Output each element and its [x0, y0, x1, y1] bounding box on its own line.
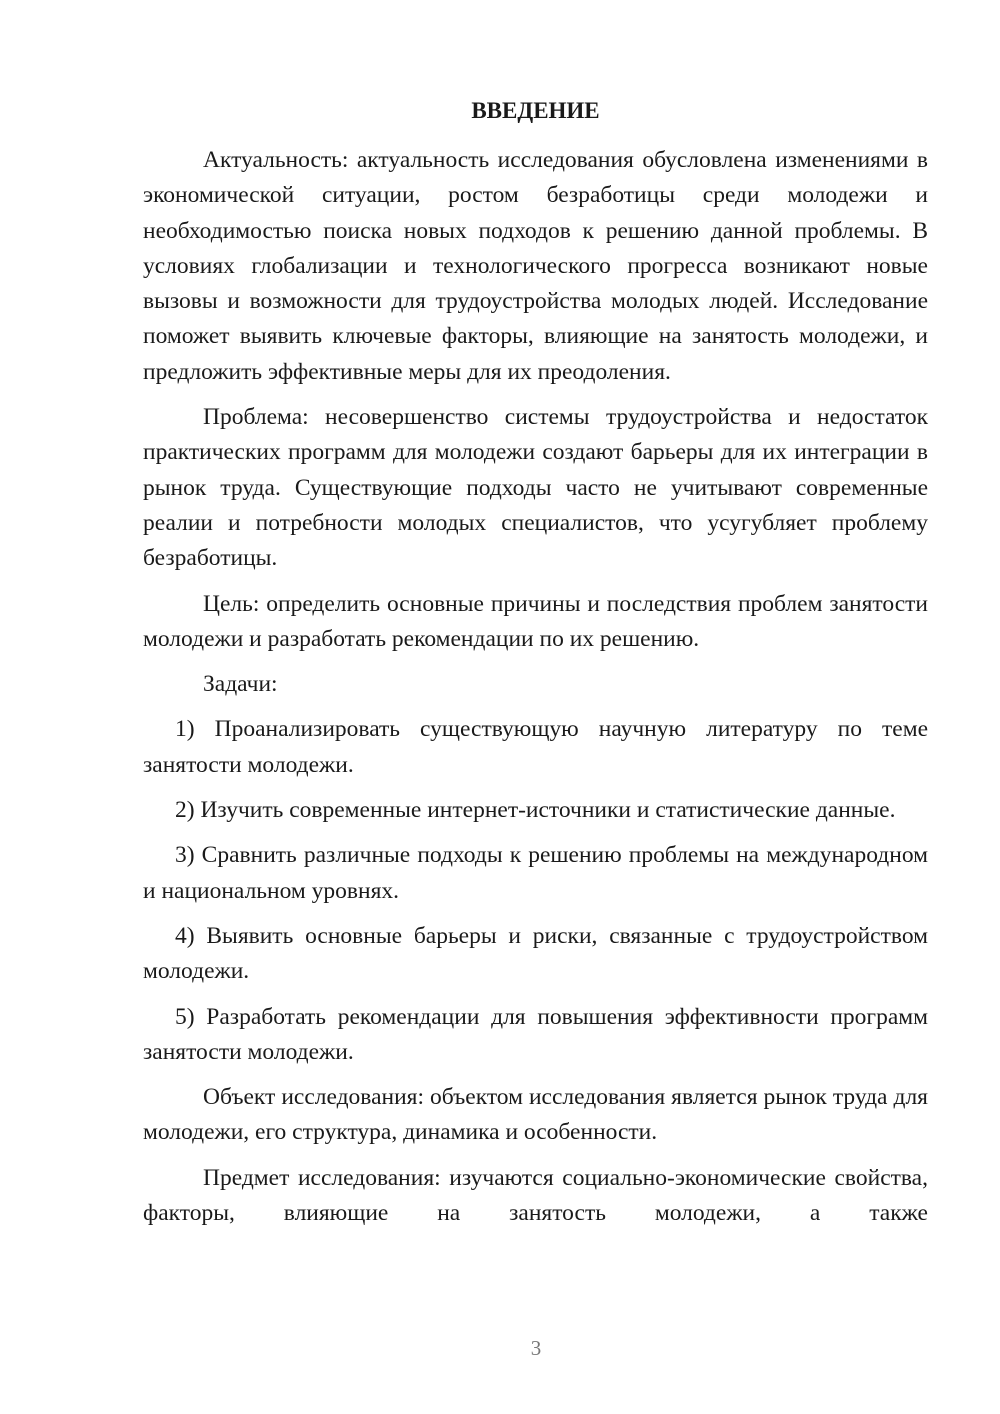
document-body: [143, 143, 928, 1231]
paragraph-goal: Цель: определить основные причины и последствия проблем занятости молодежи и разработать рекомендации по их решению.: [143, 590, 928, 652]
tasks-label: Задачи:: [203, 671, 278, 698]
paragraph-relevance: Актуальность: актуальность исследования обусловлена изменениями в экономической ситуации, ростом безработицы среди молодежи и необходимостью поиска новых подходов к решению данной проблемы. В условиях глобализации и технологического прогресса возникают новые вызовы и возможности для трудоустройства молодых людей. Исследование поможет выявить ключевые факторы, влияющие на занятость молодежи, и предложить эффективные меры для их преодоления.: [143, 147, 928, 385]
section-heading: ВВЕДЕНИЕ: [471, 98, 600, 123]
paragraph-problem: Проблема: несовершенство системы трудоустройства и недостаток практических программ для молодежи создают барьеры для их интеграции в рынок труда. Существующие подходы часто не учитывают современные реалии и потребности молодых специалистов, что усугубляет проблему безработицы.: [143, 404, 928, 572]
paragraph-object: Объект исследования: объектом исследования является рынок труда для молодежи, его структура, динамика и особенности.: [143, 1084, 928, 1146]
task-item-1: 1) Проанализировать существующую научную литературу по теме занятости молодежи.: [143, 716, 928, 778]
task-item-3: 3) Сравнить различные подходы к решению проблемы на международном и национальном уровнях.: [143, 842, 928, 904]
task-item-2: 2) Изучить современные интернет-источники и статистические данные.: [175, 797, 896, 824]
task-item-5: 5) Разработать рекомендации для повышения эффективности программ занятости молодежи.: [143, 1003, 928, 1065]
paragraph-subject: Предмет исследования: изучаются социально-экономические свойства, факторы, влияющие на занятость молодежи, а также: [143, 1164, 928, 1227]
task-item-4: 4) Выявить основные барьеры и риски, связанные с трудоустройством молодежи.: [143, 922, 928, 985]
page-number: 3: [530, 1336, 542, 1360]
